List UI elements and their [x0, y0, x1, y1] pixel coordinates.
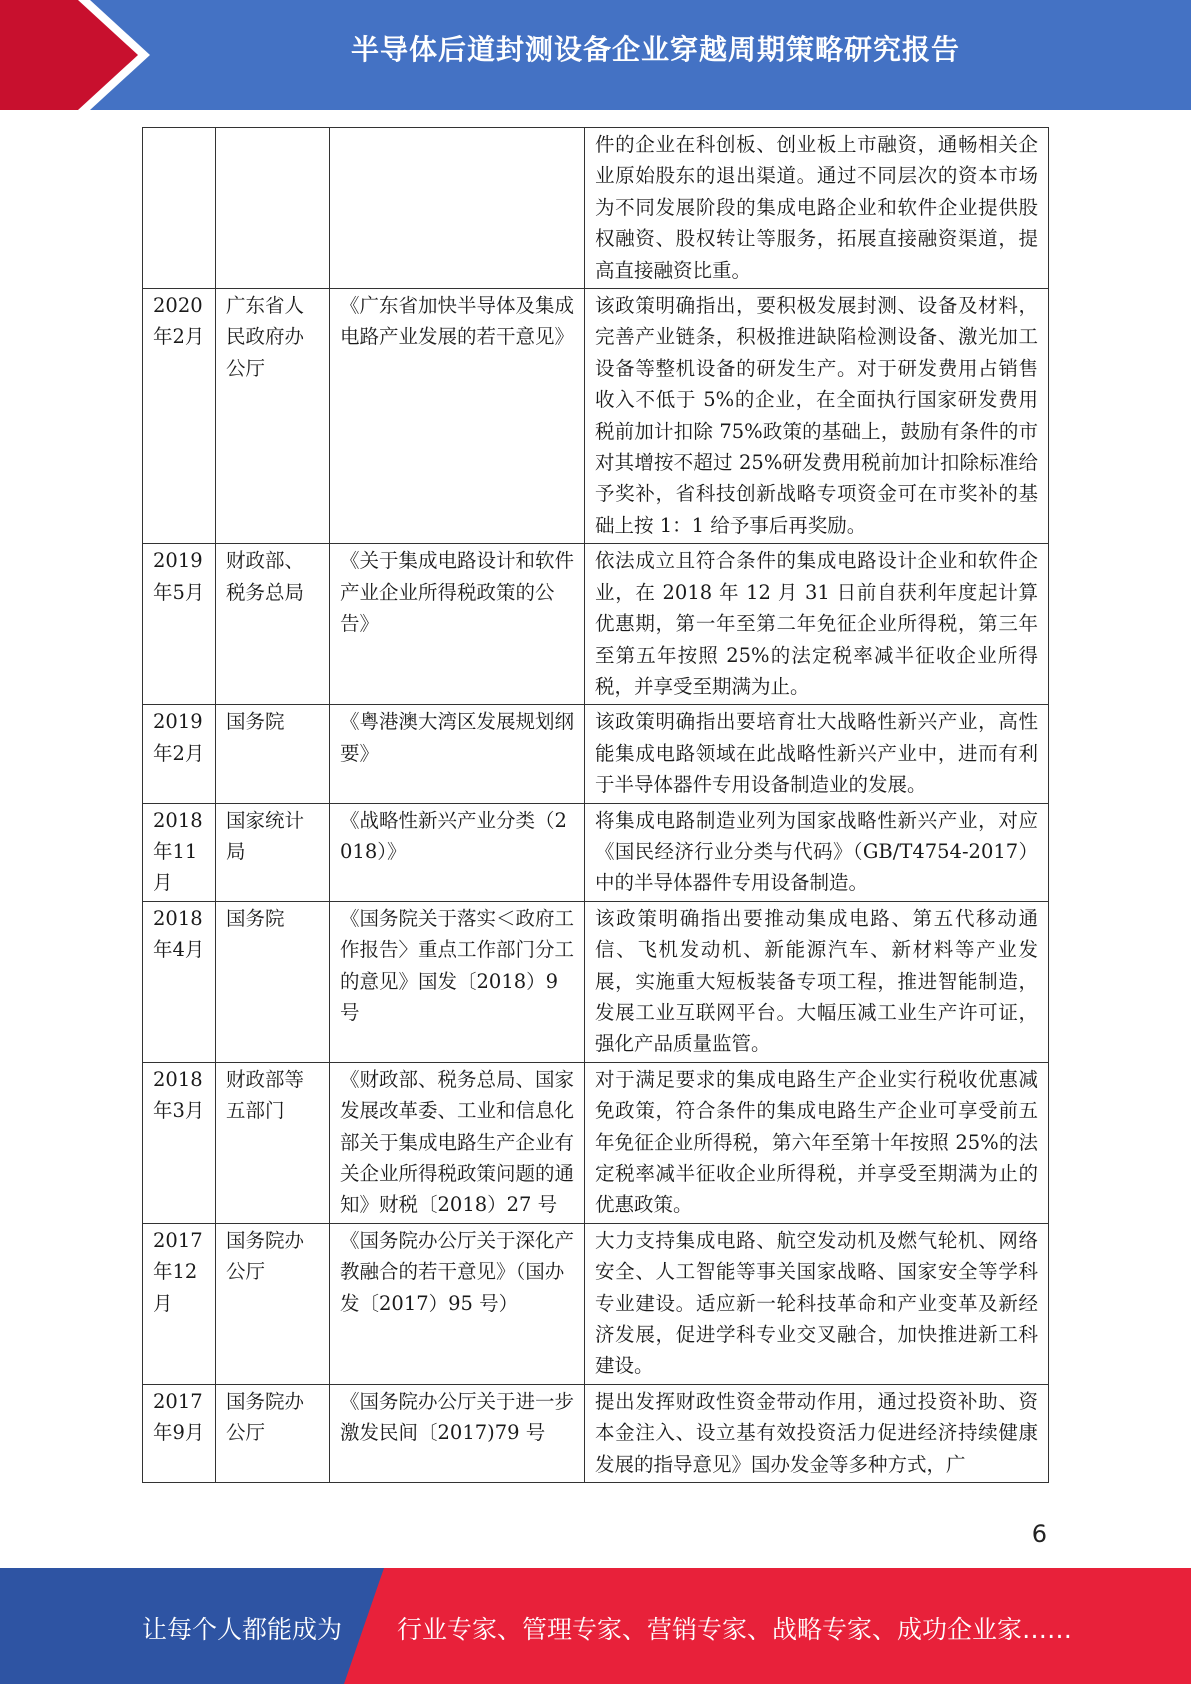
- cell-date: 2018年11月: [143, 803, 216, 901]
- cell-description: 对于满足要求的集成电路生产企业实行税收优惠减免政策，符合条件的集成电路生产企业可享受前五年免征企业所得税，第六年至第十年按照 25%的法定税率减半征收企业所得税，并享受至期满为止的优惠政策。: [585, 1062, 1049, 1223]
- cell-date: 2018年4月: [143, 901, 216, 1062]
- footer-slogan-left: 让每个人都能成为: [142, 1615, 343, 1644]
- cell-date: 2020年2月: [143, 289, 216, 544]
- cell-document: 《战略性新兴产业分类（2018）》: [330, 803, 585, 901]
- cell-department: 国务院办公厅: [216, 1223, 330, 1384]
- cell-description: 该政策明确指出要培育壮大战略性新兴产业，高性能集成电路领域在此战略性新兴产业中，进而有利于半导体器件专用设备制造业的发展。: [585, 705, 1049, 803]
- cell-description: 将集成电路制造业列为国家战略性新兴产业，对应《国民经济行业分类与代码》（GB/T4754-2017）中的半导体器件专用设备制造。: [585, 803, 1049, 901]
- table-row: [143, 1384, 1049, 1482]
- table-row: [143, 803, 1049, 901]
- cell-department: 国务院办公厅: [216, 1384, 330, 1482]
- report-title: 半导体后道封测设备企业穿越周期策略研究报告: [350, 33, 960, 66]
- cell-department: 国务院: [216, 901, 330, 1062]
- page-footer: [0, 1568, 1191, 1684]
- table-row: [143, 705, 1049, 803]
- cell-department: 国家统计局: [216, 803, 330, 901]
- footer-slogan-right: 行业专家、管理专家、营销专家、战略专家、成功企业家……: [397, 1615, 1073, 1644]
- cell-department: [216, 128, 330, 289]
- cell-document: 《关于集成电路设计和软件产业企业所得税政策的公告》: [330, 544, 585, 705]
- chevron-arrow-icon: [0, 0, 150, 110]
- table-row: [143, 901, 1049, 1062]
- page-header: [0, 0, 1191, 110]
- table-row: [143, 544, 1049, 705]
- cell-description: 件的企业在科创板、创业板上市融资，通畅相关企业原始股东的退出渠道。通过不同层次的资本市场为不同发展阶段的集成电路企业和软件企业提供股权融资、股权转让等服务，拓展直接融资渠道，提高直接融资比重。: [585, 128, 1049, 289]
- cell-date: 2018年3月: [143, 1062, 216, 1223]
- cell-description: 提出发挥财政性资金带动作用，通过投资补助、资本金注入、设立基有效投资活力促进经济持续健康发展的指导意见》国办发金等多种方式，广: [585, 1384, 1049, 1482]
- cell-description: 该政策明确指出，要积极发展封测、设备及材料，完善产业链条，积极推进缺陷检测设备、激光加工设备等整机设备的研发生产。对于研发费用占销售收入不低于 5%的企业，在全面执行国家研发费用税前加计扣除 75%政策的基础上，鼓励有条件的市对其增按不超过 25%研发费用税前加计扣除标准给予奖补，省科技创新战略专项资金可在市奖补的基础上按 1：1 给予事后再奖励。: [585, 289, 1049, 544]
- table-row: [143, 128, 1049, 289]
- cell-department: 财政部、税务总局: [216, 544, 330, 705]
- cell-department: 国务院: [216, 705, 330, 803]
- cell-date: 2017年12月: [143, 1223, 216, 1384]
- policy-table: [142, 127, 1049, 1483]
- cell-document: 《国务院办公厅关于进一步激发民间〔2017)79 号: [330, 1384, 585, 1482]
- cell-description: 该政策明确指出要推动集成电路、第五代移动通信、飞机发动机、新能源汽车、新材料等产业发展，实施重大短板装备专项工程，推进智能制造，发展工业互联网平台。大幅压减工业生产许可证，强化产品质量监管。: [585, 901, 1049, 1062]
- cell-description: 大力支持集成电路、航空发动机及燃气轮机、网络安全、人工智能等事关国家战略、国家安全等学科专业建设。适应新一轮科技革命和产业变革及新经济发展，促进学科专业交叉融合，加快推进新工科建设。: [585, 1223, 1049, 1384]
- cell-document: [330, 128, 585, 289]
- cell-department: 财政部等五部门: [216, 1062, 330, 1223]
- table-row: [143, 1062, 1049, 1223]
- cell-document: 《财政部、税务总局、国家发展改革委、工业和信息化部关于集成电路生产企业有关企业所得税政策问题的通知》财税〔2018）27 号: [330, 1062, 585, 1223]
- cell-document: 《国务院关于落实＜政府工作报告〉重点工作部门分工的意见》国发〔2018）9 号: [330, 901, 585, 1062]
- cell-department: 广东省人民政府办公厅: [216, 289, 330, 544]
- table-row: [143, 1223, 1049, 1384]
- cell-date: 2017年9月: [143, 1384, 216, 1482]
- cell-document: 《国务院办公厅关于深化产教融合的若干意见》（国办发〔2017）95 号）: [330, 1223, 585, 1384]
- cell-description: 依法成立且符合条件的集成电路设计企业和软件企业，在 2018 年 12 月 31 日前自获利年度起计算优惠期，第一年至第二年免征企业所得税，第三年至第五年按照 25%的法定税率减半征收企业所得税，并享受至期满为止。: [585, 544, 1049, 705]
- cell-document: 《广东省加快半导体及集成电路产业发展的若干意见》: [330, 289, 585, 544]
- cell-date: [143, 128, 216, 289]
- cell-document: 《粤港澳大湾区发展规划纲要》: [330, 705, 585, 803]
- cell-date: 2019年2月: [143, 705, 216, 803]
- page-number: 6: [1031, 1520, 1047, 1548]
- table-row: [143, 289, 1049, 544]
- cell-date: 2019年5月: [143, 544, 216, 705]
